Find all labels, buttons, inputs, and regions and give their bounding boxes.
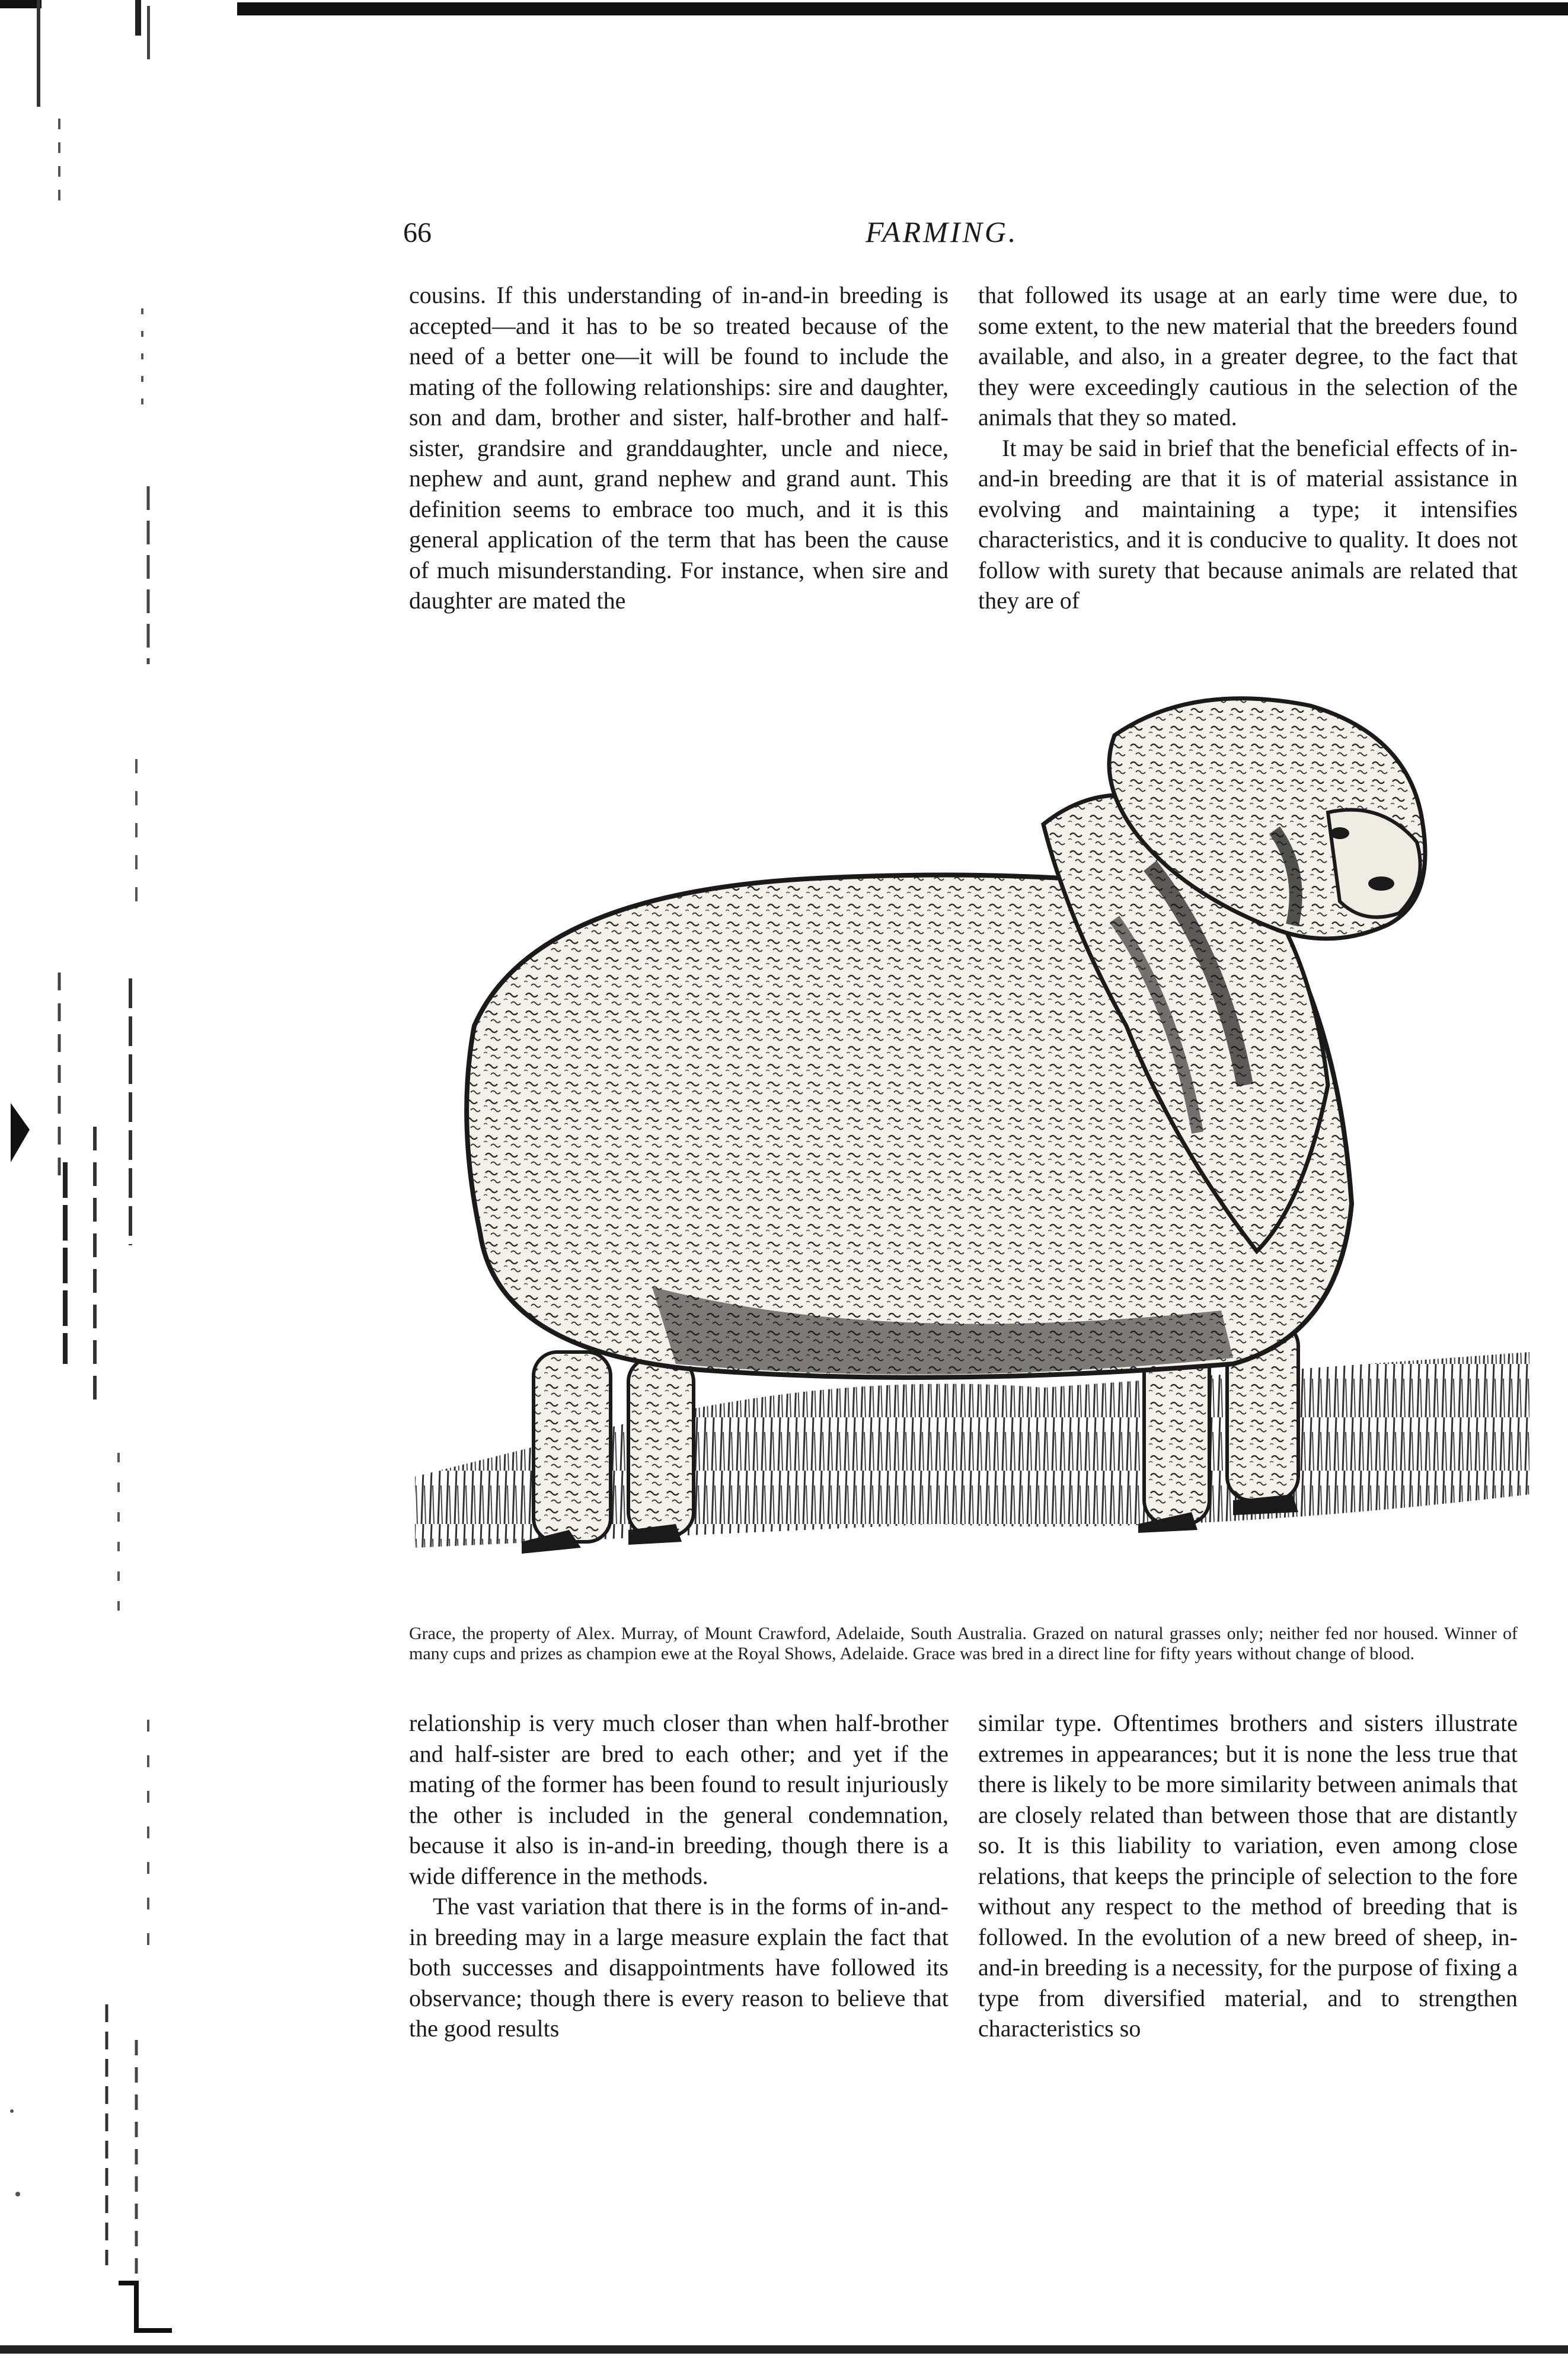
text-column-top-left xyxy=(409,280,949,616)
paragraph: cousins. If this understanding of in-and-in breeding is accepted—and it has to be so treated because of the need of a better one—it will be found to include the mating of the following relationships: sire and daughter, son and dam, brother and sister, half-brother and half-sister, grandsire and granddaughter, uncle and niece, nephew and aunt, grand nephew and grand aunt. This definition seems to embrace too much, and it is this general application of the term that has been the cause of much misunderstanding. For instance, when sire and daughter are mated the xyxy=(409,282,949,614)
paragraph: It may be said in brief that the beneficial effects of in-and-in breeding are that it is of material assistance in evolving and maintaining a type; it intensifies characteristics, and it is conducive to quality. It does not follow with surety that because animals are related that they are of xyxy=(978,434,1518,614)
text-column-bottom-right xyxy=(978,1708,1518,2044)
page-number: 66 xyxy=(403,217,432,248)
text-column-top-right xyxy=(978,280,1518,616)
scan-margin-marks xyxy=(0,0,178,2372)
figure-caption: Grace, the property of Alex. Murray, of Mount Crawford, Adelaide, South Australia. Grazed on natural grasses only; neither fed nor housed. Winner of many cups and prizes as champion ewe at the Royal Shows, Adelaide. Grace was bred in a direct line for fifty years without change of blood. xyxy=(409,1624,1518,1663)
top-border-rule xyxy=(237,2,1568,15)
bottom-border-rule xyxy=(0,2345,1568,2354)
paragraph: similar type. Oftentimes brothers and sisters illustrate extremes in appearances; but it is none the less true that there is likely to be more similarity between animals that are closely related than between those that are distantly so. It is this liability to variation, even among close relations, that keeps the principle of selection to the fore without any respect to the method of breeding that is followed. In the evolution of a new breed of sheep, in-and-in breeding is a necessity, for the purpose of fixing a type from diversified material, and to strengthen characteristics so xyxy=(978,1710,1518,2042)
paragraph: The vast variation that there is in the forms of in-and-in breeding may in a large measure explain the fact that both successes and disappointments have followed its observance; though there is every reason to believe that the good results xyxy=(409,1893,949,2042)
running-head: FARMING. xyxy=(866,215,1018,248)
text-column-bottom-left xyxy=(409,1708,949,2044)
paragraph: relationship is very much closer than when half-brother and half-sister are bred to each other; and yet if the mating of the former has been found to result injuriously the other is included in the general condemnation, because it also is in-and-in breeding, though there is a wide difference in the methods. xyxy=(409,1710,949,1889)
paragraph: that followed its usage at an early time were due, to some extent, to the new material that the breeders found available, and also, in a greater degree, to the fact that they were exceedingly cautious in the selection of the animals that they so mated. xyxy=(978,282,1518,431)
merino-ewe-illustration xyxy=(403,670,1529,1595)
